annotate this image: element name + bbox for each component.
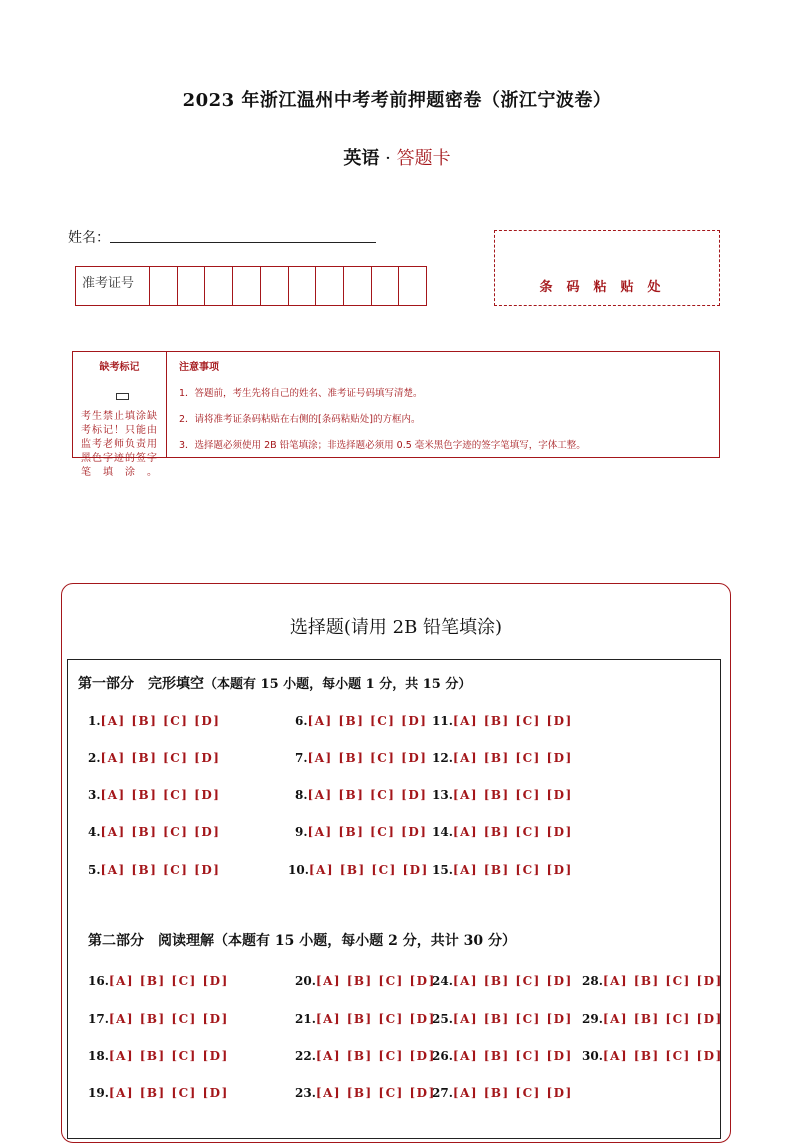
question-item[interactable]: 19.[A] [B] [C] [D] — [88, 1086, 229, 1100]
question-item[interactable]: 5.[A] [B] [C] [D] — [88, 863, 221, 877]
question-item[interactable]: 3.[A] [B] [C] [D] — [88, 788, 221, 802]
question-item[interactable]: 24.[A] [B] [C] [D] — [432, 974, 573, 988]
notice-title: 注意事项 — [179, 362, 219, 373]
exam-number-cell[interactable] — [205, 267, 233, 305]
question-item[interactable]: 28.[A] [B] [C] [D] — [582, 974, 723, 988]
subtitle-separator: · — [379, 148, 397, 169]
part1-desc: （本题有 15 小题，每小题 1 分，共 15 分） — [204, 677, 472, 692]
question-item[interactable]: 9.[A] [B] [C] [D] — [295, 825, 428, 839]
exam-title: 2023 年浙江温州中考考前押题密卷（浙江宁波卷） — [182, 90, 612, 111]
question-item[interactable]: 14.[A] [B] [C] [D] — [432, 825, 573, 839]
question-item[interactable]: 10.[A] [B] [C] [D] — [288, 863, 429, 877]
question-item[interactable]: 27.[A] [B] [C] [D] — [432, 1086, 573, 1100]
exam-number-cell[interactable] — [261, 267, 289, 305]
question-item[interactable]: 30.[A] [B] [C] [D] — [582, 1049, 723, 1063]
part1-name: 第一部分 完形填空 — [78, 676, 204, 692]
question-item[interactable]: 20.[A] [B] [C] [D] — [295, 974, 436, 988]
question-item[interactable]: 16.[A] [B] [C] [D] — [88, 974, 229, 988]
notice-box — [72, 351, 720, 478]
exam-number-grid — [75, 266, 427, 306]
exam-number-label: 准考证号 — [76, 267, 150, 305]
question-item[interactable]: 21.[A] [B] [C] [D] — [295, 1012, 436, 1026]
missing-mark-text: 考生禁止填涂缺考标记！只能由监考老师负责用黑色字迹的签字笔填涂。 — [81, 411, 157, 478]
exam-number-cell[interactable] — [289, 267, 317, 305]
question-item[interactable]: 29.[A] [B] [C] [D] — [582, 1012, 723, 1026]
part2-desc: （本题有 15 小题，每小题 2 分，共计 30 分） — [214, 933, 516, 949]
exam-number-cell[interactable] — [344, 267, 372, 305]
question-item[interactable]: 17.[A] [B] [C] [D] — [88, 1012, 229, 1026]
question-item[interactable]: 11.[A] [B] [C] [D] — [432, 714, 573, 728]
notice-item: 1．答题前，考生先将自己的姓名、准考证号码填写清楚。 — [179, 388, 423, 399]
barcode-area — [494, 230, 720, 306]
exam-number-cell[interactable] — [316, 267, 344, 305]
exam-number-cell[interactable] — [233, 267, 261, 305]
choice-inner-box — [67, 659, 721, 1139]
question-item[interactable]: 7.[A] [B] [C] [D] — [295, 751, 428, 765]
exam-number-cell[interactable] — [372, 267, 400, 305]
question-item[interactable]: 23.[A] [B] [C] [D] — [295, 1086, 436, 1100]
choice-title: 选择题(请用 2B 铅笔填涂) — [289, 617, 503, 638]
part1-heading — [78, 673, 471, 693]
notice-item: 2．请将准考证条码粘贴在右侧的[条码粘贴处]的方框内。 — [179, 414, 421, 425]
notice-item: 3．选择题必须使用 2B 铅笔填涂；非选择题必须用 0.5 毫米黑色字迹的签字笔填写，字体工整。 — [179, 440, 586, 451]
missing-mark-title: 缺考标记 — [99, 362, 140, 373]
part2-heading — [88, 930, 516, 950]
question-item[interactable]: 13.[A] [B] [C] [D] — [432, 788, 573, 802]
question-item[interactable]: 6.[A] [B] [C] [D] — [295, 714, 428, 728]
exam-number-cell[interactable] — [150, 267, 178, 305]
question-item[interactable]: 8.[A] [B] [C] [D] — [295, 788, 428, 802]
exam-number-cell[interactable] — [178, 267, 206, 305]
question-item[interactable]: 18.[A] [B] [C] [D] — [88, 1049, 229, 1063]
part2-name: 第二部分 阅读理解 — [88, 933, 214, 949]
question-item[interactable]: 1.[A] [B] [C] [D] — [88, 714, 221, 728]
question-item[interactable]: 12.[A] [B] [C] [D] — [432, 751, 573, 765]
question-item[interactable]: 2.[A] [B] [C] [D] — [88, 751, 221, 765]
question-item[interactable]: 26.[A] [B] [C] [D] — [432, 1049, 573, 1063]
answer-card-label: 答题卡 — [396, 148, 451, 169]
question-item[interactable]: 22.[A] [B] [C] [D] — [295, 1049, 436, 1063]
question-item[interactable]: 4.[A] [B] [C] [D] — [88, 825, 221, 839]
subtitle — [0, 144, 794, 170]
subject-label: 英语 — [343, 148, 380, 169]
missing-mark-box[interactable] — [116, 393, 129, 400]
barcode-label: 条码粘贴处 — [539, 280, 675, 295]
name-field[interactable] — [110, 242, 376, 243]
missing-mark-area — [73, 352, 167, 478]
question-item[interactable]: 25.[A] [B] [C] [D] — [432, 1012, 573, 1026]
name-label: 姓名： — [68, 230, 110, 246]
exam-number-cell[interactable] — [399, 267, 426, 305]
question-item[interactable]: 15.[A] [B] [C] [D] — [432, 863, 573, 877]
